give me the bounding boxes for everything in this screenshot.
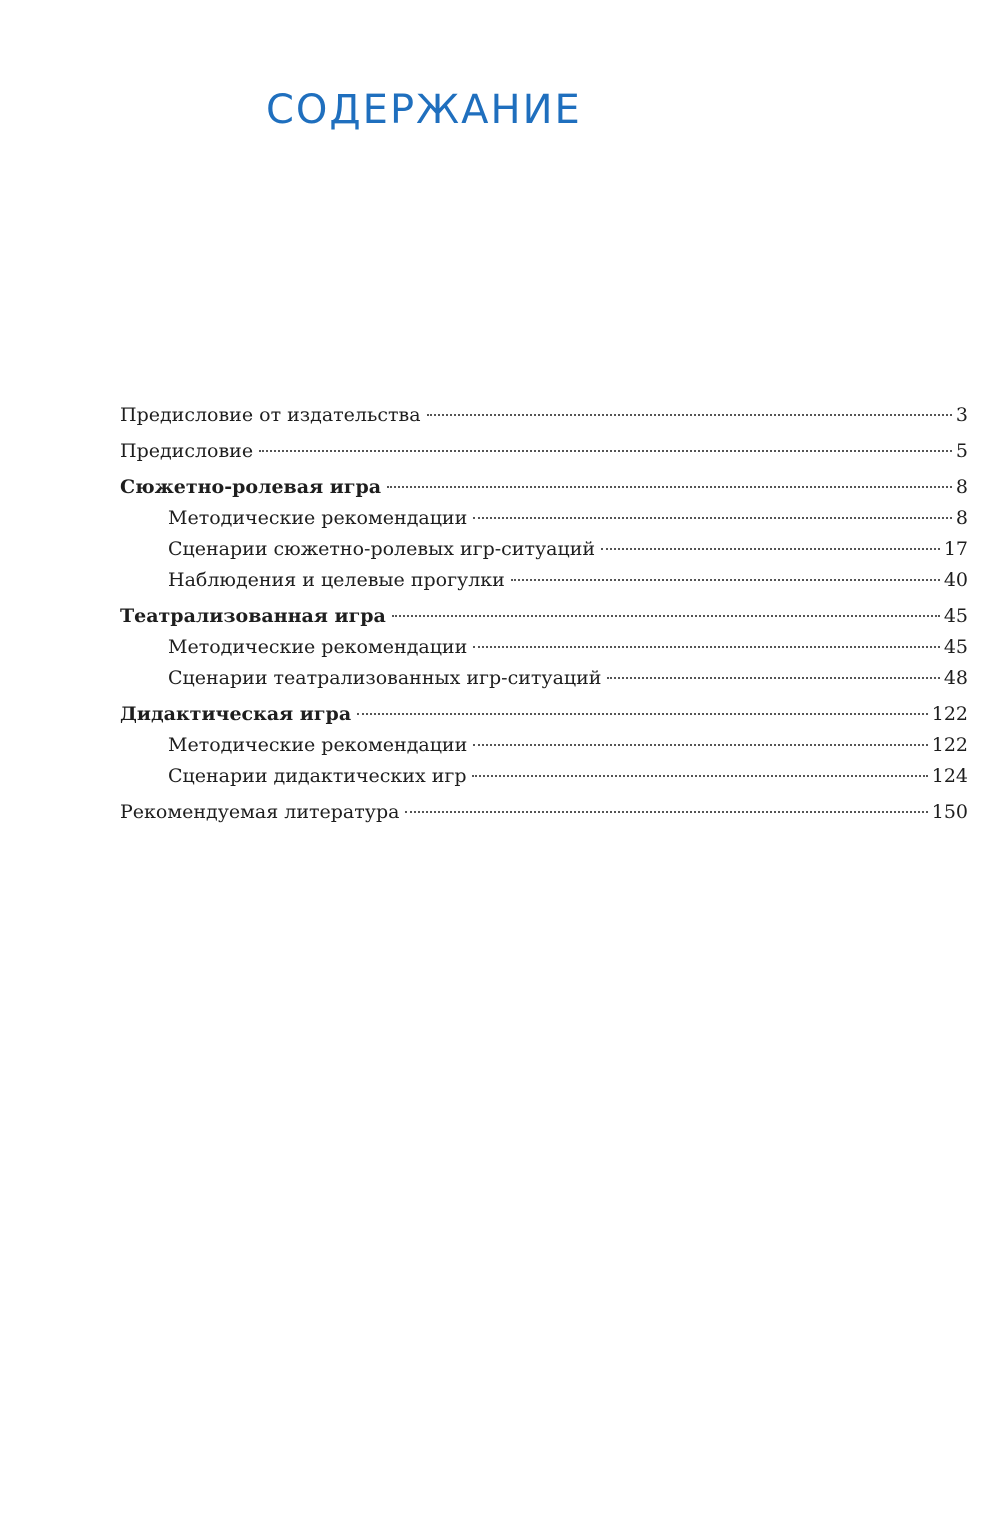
- dot-leader: [405, 811, 927, 813]
- toc-entry-title: Сценарии сюжетно-ролевых игр-ситуаций: [168, 538, 596, 560]
- toc-entry-title: Предисловие от издательства: [120, 404, 421, 426]
- toc-entry-title: Театрализованная игра: [120, 605, 386, 627]
- toc-entry-page: 150: [931, 801, 968, 823]
- toc-entry-page: 3: [955, 404, 968, 426]
- toc-subentry[interactable]: [120, 534, 968, 565]
- dot-leader: [472, 775, 927, 777]
- toc-entry-page: 8: [955, 476, 968, 498]
- toc-entry[interactable]: [120, 400, 968, 431]
- toc-section-entry[interactable]: [120, 699, 968, 730]
- toc-entry-title: Сюжетно-ролевая игра: [120, 476, 382, 498]
- toc-entry-page: 45: [943, 605, 968, 627]
- toc-entry-title: Методические рекомендации: [168, 636, 468, 658]
- dot-leader: [259, 450, 952, 452]
- toc-subentry[interactable]: [120, 632, 968, 663]
- toc-subentry[interactable]: [120, 565, 968, 596]
- toc-entry-page: 122: [931, 734, 968, 756]
- toc-section-entry[interactable]: [120, 601, 968, 632]
- toc-subentry[interactable]: [120, 503, 968, 534]
- toc-section-entry[interactable]: [120, 472, 968, 503]
- toc-subentry[interactable]: [120, 761, 968, 792]
- dot-leader: [473, 744, 927, 746]
- toc-entry-page: 5: [955, 440, 968, 462]
- toc-entry-page: 45: [943, 636, 968, 658]
- toc-entry[interactable]: [120, 797, 968, 828]
- toc-entry-title: Сценарии дидактических игр: [168, 765, 467, 787]
- toc-entry-page: 8: [955, 507, 968, 529]
- toc-entry[interactable]: [120, 436, 968, 467]
- dot-leader: [357, 713, 928, 715]
- dot-leader: [392, 615, 940, 617]
- toc-subentry[interactable]: [120, 730, 968, 761]
- dot-leader: [387, 486, 952, 488]
- toc-entry-title: Методические рекомендации: [168, 507, 468, 529]
- toc-subentry[interactable]: [120, 663, 968, 694]
- dot-leader: [511, 579, 940, 581]
- table-of-contents: [120, 400, 968, 828]
- toc-entry-page: 17: [943, 538, 968, 560]
- toc-entry-page: 48: [943, 667, 968, 689]
- page-title: СОДЕРЖАНИЕ: [266, 87, 582, 133]
- toc-entry-title: Предисловие: [120, 440, 254, 462]
- toc-entry-page: 40: [943, 569, 968, 591]
- toc-entry-page: 122: [931, 703, 968, 725]
- dot-leader: [473, 517, 952, 519]
- dot-leader: [607, 677, 939, 679]
- dot-leader: [427, 414, 952, 416]
- toc-entry-title: Методические рекомендации: [168, 734, 468, 756]
- toc-entry-page: 124: [931, 765, 968, 787]
- toc-entry-title: Рекомендуемая литература: [120, 801, 400, 823]
- toc-entry-title: Наблюдения и целевые прогулки: [168, 569, 505, 591]
- dot-leader: [473, 646, 940, 648]
- toc-entry-title: Сценарии театрализованных игр-ситуаций: [168, 667, 602, 689]
- toc-entry-title: Дидактическая игра: [120, 703, 352, 725]
- dot-leader: [601, 548, 940, 550]
